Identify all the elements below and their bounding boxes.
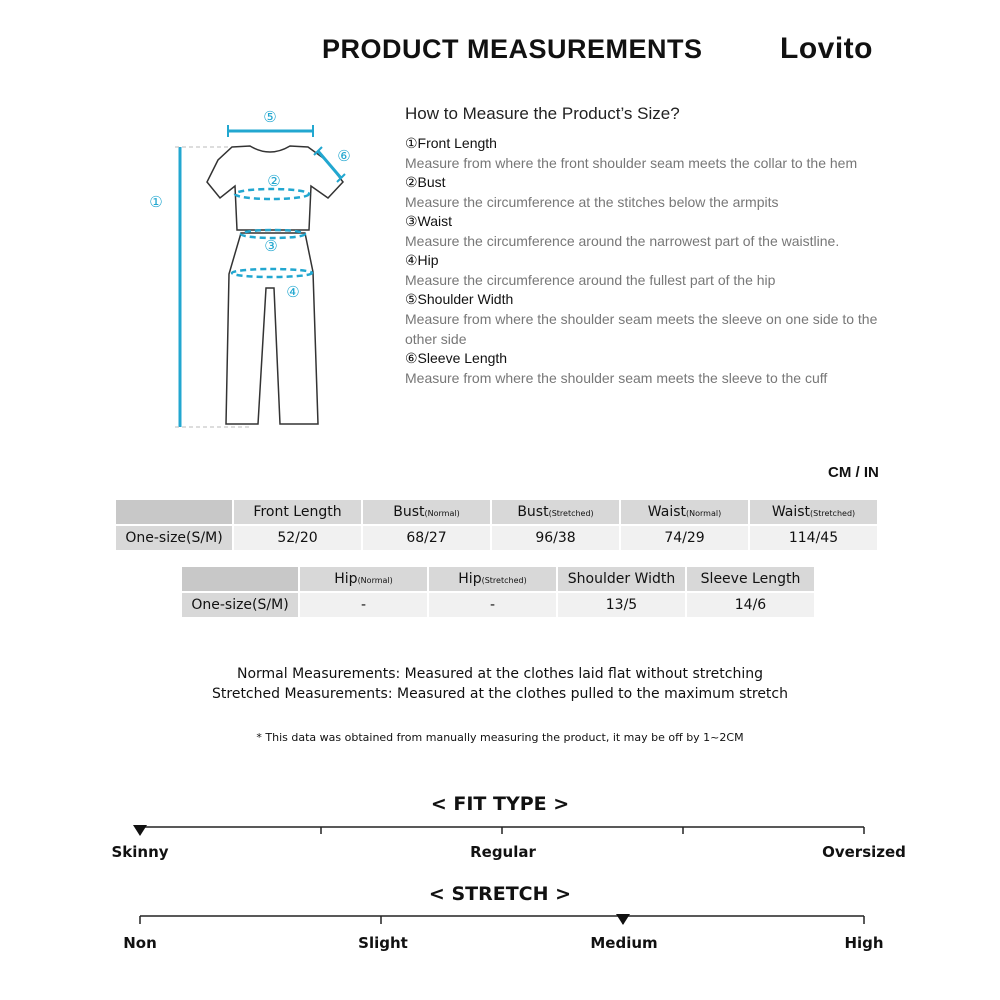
stretch-title: < STRETCH > [428, 883, 572, 905]
page-title: PRODUCT MEASUREMENTS [322, 34, 703, 64]
label-shoulder-width: ⑤ [263, 108, 277, 126]
stretch-label-non: Non [123, 934, 157, 952]
size-table-1 [114, 498, 879, 552]
guide-heading: How to Measure the Product’s Size? [405, 104, 680, 123]
table-cell: - [429, 593, 556, 617]
guide-item-name: ④Hip [405, 252, 439, 268]
guide-item-name: ⑥Sleeve Length [405, 350, 508, 366]
pants-outline [226, 233, 318, 424]
row-label: One-size(S/M) [182, 593, 298, 617]
stretch-scale [0, 910, 1000, 930]
table-cell: 68/27 [363, 526, 490, 550]
table-cell: - [300, 593, 427, 617]
fit-label-skinny: Skinny [111, 843, 169, 861]
table-row [116, 526, 877, 550]
fit-type-marker [133, 825, 147, 836]
label-waist: ③ [264, 237, 278, 255]
guide-item-name: ③Waist [405, 213, 453, 229]
guide-item-desc: Measure the circumference at the stitches below the armpits [405, 194, 779, 210]
column-header: Bust(Normal) [363, 500, 490, 524]
guide-item-shoulder-width [405, 290, 885, 349]
disclaimer-note: * This data was obtained from manually measuring the product, it may be off by 1~2CM [256, 731, 744, 744]
guide-item-desc: Measure the circumference around the narrowest part of the waistline. [405, 233, 840, 249]
fit-label-regular: Regular [470, 843, 536, 861]
column-header: Waist(Stretched) [750, 500, 877, 524]
table-cell: 52/20 [234, 526, 361, 550]
column-header: Waist(Normal) [621, 500, 748, 524]
label-hip: ④ [286, 283, 300, 301]
column-header: Sleeve Length [687, 567, 814, 591]
guide-item-desc: Measure the circumference around the fullest part of the hip [405, 272, 776, 288]
measuring-guide [405, 104, 885, 388]
column-header: Hip(Stretched) [429, 567, 556, 591]
table-header-row [116, 500, 877, 524]
column-header: Hip(Normal) [300, 567, 427, 591]
table-header-row [182, 567, 814, 591]
fit-label-oversized: Oversized [822, 843, 906, 861]
bust-line [235, 189, 309, 199]
hip-line [232, 269, 312, 277]
label-bust: ② [267, 172, 281, 190]
column-header: Shoulder Width [558, 567, 685, 591]
stretch-label-high: High [844, 934, 884, 952]
fit-type-scale [0, 820, 1000, 840]
stretch-marker [616, 914, 630, 925]
label-sleeve-length: ⑥ [337, 147, 351, 165]
guide-item-waist [405, 212, 885, 251]
unit-label: CM / IN [828, 464, 879, 481]
table-cell: 96/38 [492, 526, 619, 550]
table-cell: 74/29 [621, 526, 748, 550]
guide-item-front-length [405, 134, 885, 173]
table-cell: 13/5 [558, 593, 685, 617]
size-table-2 [180, 565, 816, 619]
fit-type-title: < FIT TYPE > [430, 793, 570, 815]
garment-diagram [140, 100, 370, 440]
column-header: Bust(Stretched) [492, 500, 619, 524]
guide-item-name: ②Bust [405, 174, 446, 190]
row-label: One-size(S/M) [116, 526, 232, 550]
label-front-length: ① [149, 193, 163, 211]
guide-item-name: ①Front Length [405, 135, 497, 151]
table-row [182, 593, 814, 617]
table-cell: 114/45 [750, 526, 877, 550]
guide-item-sleeve-length [405, 349, 885, 388]
guide-item-desc: Measure from where the shoulder seam meets the sleeve to the cuff [405, 370, 828, 386]
table-corner-cell [116, 500, 232, 524]
guide-item-hip [405, 251, 885, 290]
brand-logo: Lovito [780, 32, 873, 65]
stretch-label-medium: Medium [590, 934, 658, 952]
table-cell: 14/6 [687, 593, 814, 617]
guide-item-bust [405, 173, 885, 212]
stretched-measurement-note: Stretched Measurements: Measured at the clothes pulled to the maximum stretch [212, 686, 788, 702]
normal-measurement-note: Normal Measurements: Measured at the clothes laid flat without stretching [237, 666, 763, 682]
guide-item-name: ⑤Shoulder Width [405, 291, 514, 307]
guide-item-desc: Measure from where the shoulder seam meets the sleeve on one side to the other side [405, 311, 878, 347]
guide-item-desc: Measure from where the front shoulder seam meets the collar to the hem [405, 155, 858, 171]
table-corner-cell [182, 567, 298, 591]
column-header: Front Length [234, 500, 361, 524]
stretch-label-slight: Slight [358, 934, 408, 952]
